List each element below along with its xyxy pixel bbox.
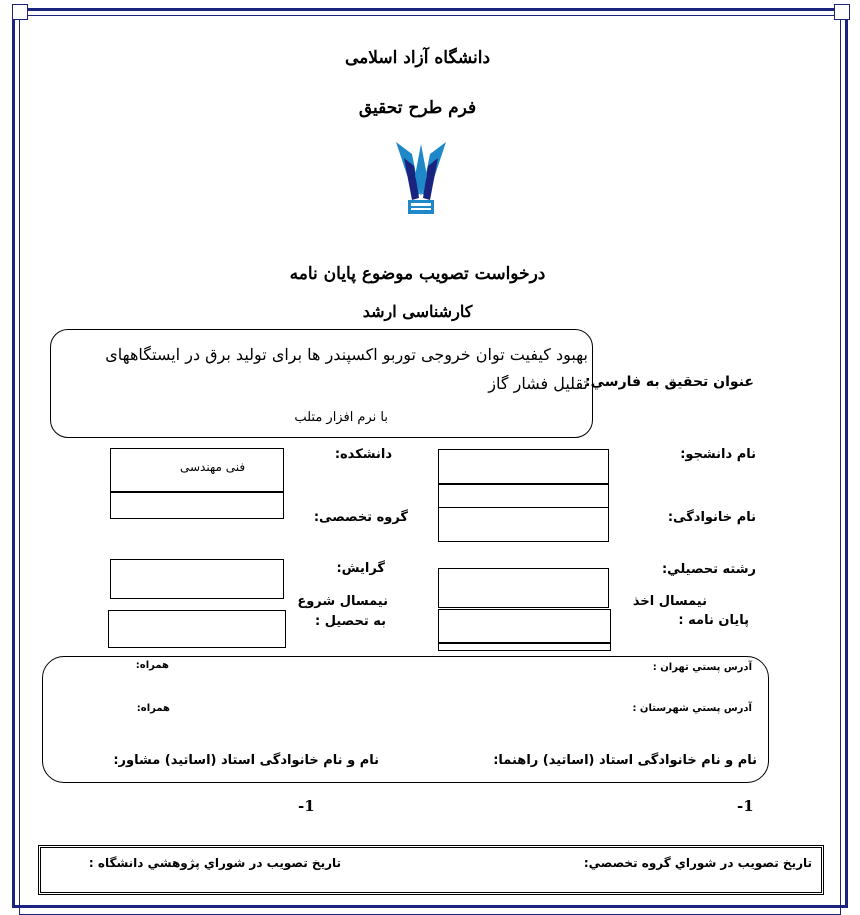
research-title-line-3: با نرم افزار متلب <box>294 410 388 425</box>
start-semester-label-1: نيمسال شروع <box>297 594 388 609</box>
family-name-field[interactable] <box>438 507 609 542</box>
specialty-group-label: گروه تخصصی: <box>313 510 408 525</box>
thesis-semester-label-2: پايان نامه : <box>678 613 749 628</box>
faculty-label: دانشكده: <box>334 447 392 462</box>
form-title: فرم طرح تحقیق <box>358 98 477 118</box>
university-logo <box>394 136 448 222</box>
tehran-address-label: آدرس پستي تهران : <box>652 662 752 673</box>
group-council-date-label: تاريخ تصويب در شوراي گروه تخصصي: <box>583 856 812 870</box>
supervisor-label: نام و نام خانوادگی استاد (اساتيد) راهنما: <box>493 753 757 768</box>
start-semester-label-2: به تحصيل : <box>315 614 386 629</box>
degree-level: كارشناسی ارشد <box>362 302 473 321</box>
university-council-date-label: تاريخ تصويب در شوراي پژوهشي دانشگاه : <box>88 856 341 870</box>
mobile-label-1: همراه: <box>135 660 169 671</box>
university-name: دانشگاه آزاد اسلامی <box>344 48 491 68</box>
faculty-value: فنی مهندسی <box>180 460 246 474</box>
student-name-label: نام دانشجو: <box>680 447 756 462</box>
mobile-label-2: همراه: <box>136 703 170 714</box>
research-title-line-1: بهبود کیفیت توان خروجی توربو اکسپندر ها برای تولید برق در ایستگاههای <box>105 345 588 364</box>
field-of-study-field[interactable] <box>438 568 609 608</box>
faculty-field-extra[interactable] <box>110 492 284 519</box>
orientation-label: گرايش: <box>336 561 385 576</box>
supervisor-number: -1 <box>737 797 754 815</box>
student-name-field[interactable] <box>438 449 609 484</box>
research-title-label: عنوان تحقيق به فارسي: <box>585 374 754 390</box>
city-address-label: آدرس پستي شهرستان : <box>632 703 752 714</box>
thesis-semester-field-extra[interactable] <box>438 643 611 651</box>
advisor-number: -1 <box>298 797 315 815</box>
family-name-label: نام خانوادگی: <box>667 510 756 525</box>
start-semester-field[interactable] <box>108 610 286 648</box>
student-name-field-extra[interactable] <box>438 484 609 508</box>
border-corner-top-right <box>834 4 850 20</box>
border-corner-top-left <box>12 4 28 20</box>
orientation-field[interactable] <box>110 559 284 599</box>
thesis-semester-label-1: نيمسال اخذ <box>632 594 707 609</box>
field-of-study-label: رشته تحصيلي: <box>661 562 756 577</box>
request-title: درخواست تصويب موضوع پايان نامه <box>289 264 546 284</box>
thesis-semester-field[interactable] <box>438 609 611 643</box>
approval-box <box>38 845 824 895</box>
research-title-line-2: تقلیل فشار گاز <box>488 374 588 393</box>
advisor-label: نام و نام خانوادگی استاد (اساتيد) مشاور: <box>113 753 379 768</box>
